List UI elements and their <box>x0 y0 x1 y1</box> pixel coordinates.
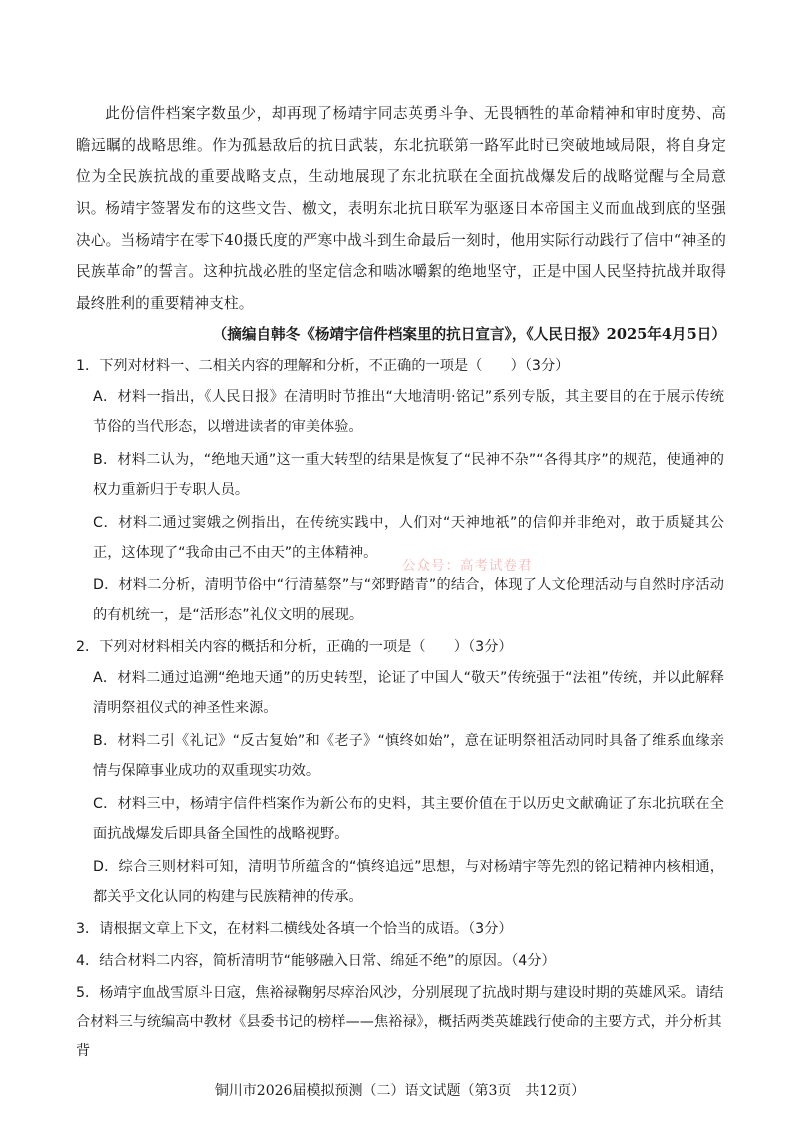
question-5: 5．杨靖宇血战雪原斗日寇，焦裕禄鞠躬尽瘁治风沙，分别展现了抗战时期与建设时期的英雄风采。请结合材料三与统编高中教材《县委书记的榜样——焦裕禄》，概括两类英雄践行使命的主要方式，并分析其背 <box>76 985 724 1059</box>
question-2-stem: 2．下列对材料相关内容的概括和分析，正确的一项是（ ）（3分） <box>76 639 513 655</box>
watermark-text: 公众号：高考试卷君 <box>402 558 533 574</box>
question-3: 3．请根据文章上下文，在材料二横线处各填一个恰当的成语。（3分） <box>76 921 513 937</box>
question-4: 4．结合材料二内容，简析清明节“能够融入日常、绵延不绝”的原因。（4分） <box>76 953 556 969</box>
question-2-option-d: D．综合三则材料可知，清明节所蕴含的“慎终追远”思想，与对杨靖宇等先烈的铭记精神内核相通，都关乎文化认同的构建与民族精神的传承。 <box>93 859 724 905</box>
material-paragraph-1: 此份信件档案字数虽少，却再现了杨靖宇同志英勇斗争、无畏牺牲的革命精神和审时度势、高瞻远瞩的战略思维。作为孤悬敌后的抗日武装，东北抗联第一路军此时已突破地域局限，将自身定位为全民族抗战的重要战略支点，生动地展现了东北抗联在全面抗战爆发后的战略觉醒与全局意识。 <box>76 105 726 217</box>
page-footer: 铜川市2026届模拟预测（二）语文试题（第3页 共12页） <box>214 1083 586 1099</box>
question-2-option-c: C．材料三中，杨靖宇信件档案作为新公布的史料，其主要价值在于以历史文献确证了东北抗联在全面抗战爆发后即具备全国性的战略视野。 <box>93 796 724 842</box>
question-1-option-b: B．材料二认为，“绝地天通”这一重大转型的结果是恢复了“民神不杂”“各得其序”的规范，使通神的权力重新归于专职人员。 <box>93 452 724 498</box>
question-2-option-a: A．材料二通过追溯“绝地天通”的历史转型，论证了中国人“敬天”传统强于“法祖”传统，并以此解释清明祭祖仪式的神圣性来源。 <box>93 670 724 716</box>
question-1-option-d: D．材料二分析，清明节俗中“行清墓祭”与“郊野踏青”的结合，体现了人文伦理活动与自然时序活动的有机统一，是“活形态”礼仪文明的展现。 <box>93 577 724 623</box>
question-1-stem: 1．下列对材料一、二相关内容的理解和分析，不正确的一项是（ ）（3分） <box>76 358 570 374</box>
source-citation: （摘编自韩冬《杨靖宇信件档案里的抗日宣言》，《人民日报》2025年4月5日） <box>212 326 726 343</box>
question-2-option-b: B．材料二引《礼记》“反古复始”和《老子》“慎终如始”，意在证明祭祖活动同时具备了维系血缘亲情与保障事业成功的双重现实功效。 <box>93 733 724 779</box>
material-paragraph-2: 杨靖宇签署发布的这些文告、檄文，表明东北抗日联军为驱逐日本帝国主义而血战到底的坚强决心。当杨靖宇在零下40摄氏度的严寒中战斗到生命最后一刻时，他用实际行动践行了信中“神圣的民族革命”的誓言。这种抗战必胜的坚定信念和啮冰嚼絮的绝地坚守，正是中国人民坚持抗战并取得最终胜利的重要精神支柱。 <box>76 200 726 312</box>
question-1-option-c: C．材料二通过窦娥之例指出，在传统实践中，人们对“天神地祇”的信仰并非绝对，敢于质疑其公正，这体现了“我命由己不由天”的主体精神。 <box>93 515 724 561</box>
question-1-option-a: A．材料一指出，《人民日报》在清明时节推出“大地清明·铭记”系列专版，其主要目的在于展示传统节俗的当代形态，以增进读者的审美体验。 <box>93 389 724 435</box>
